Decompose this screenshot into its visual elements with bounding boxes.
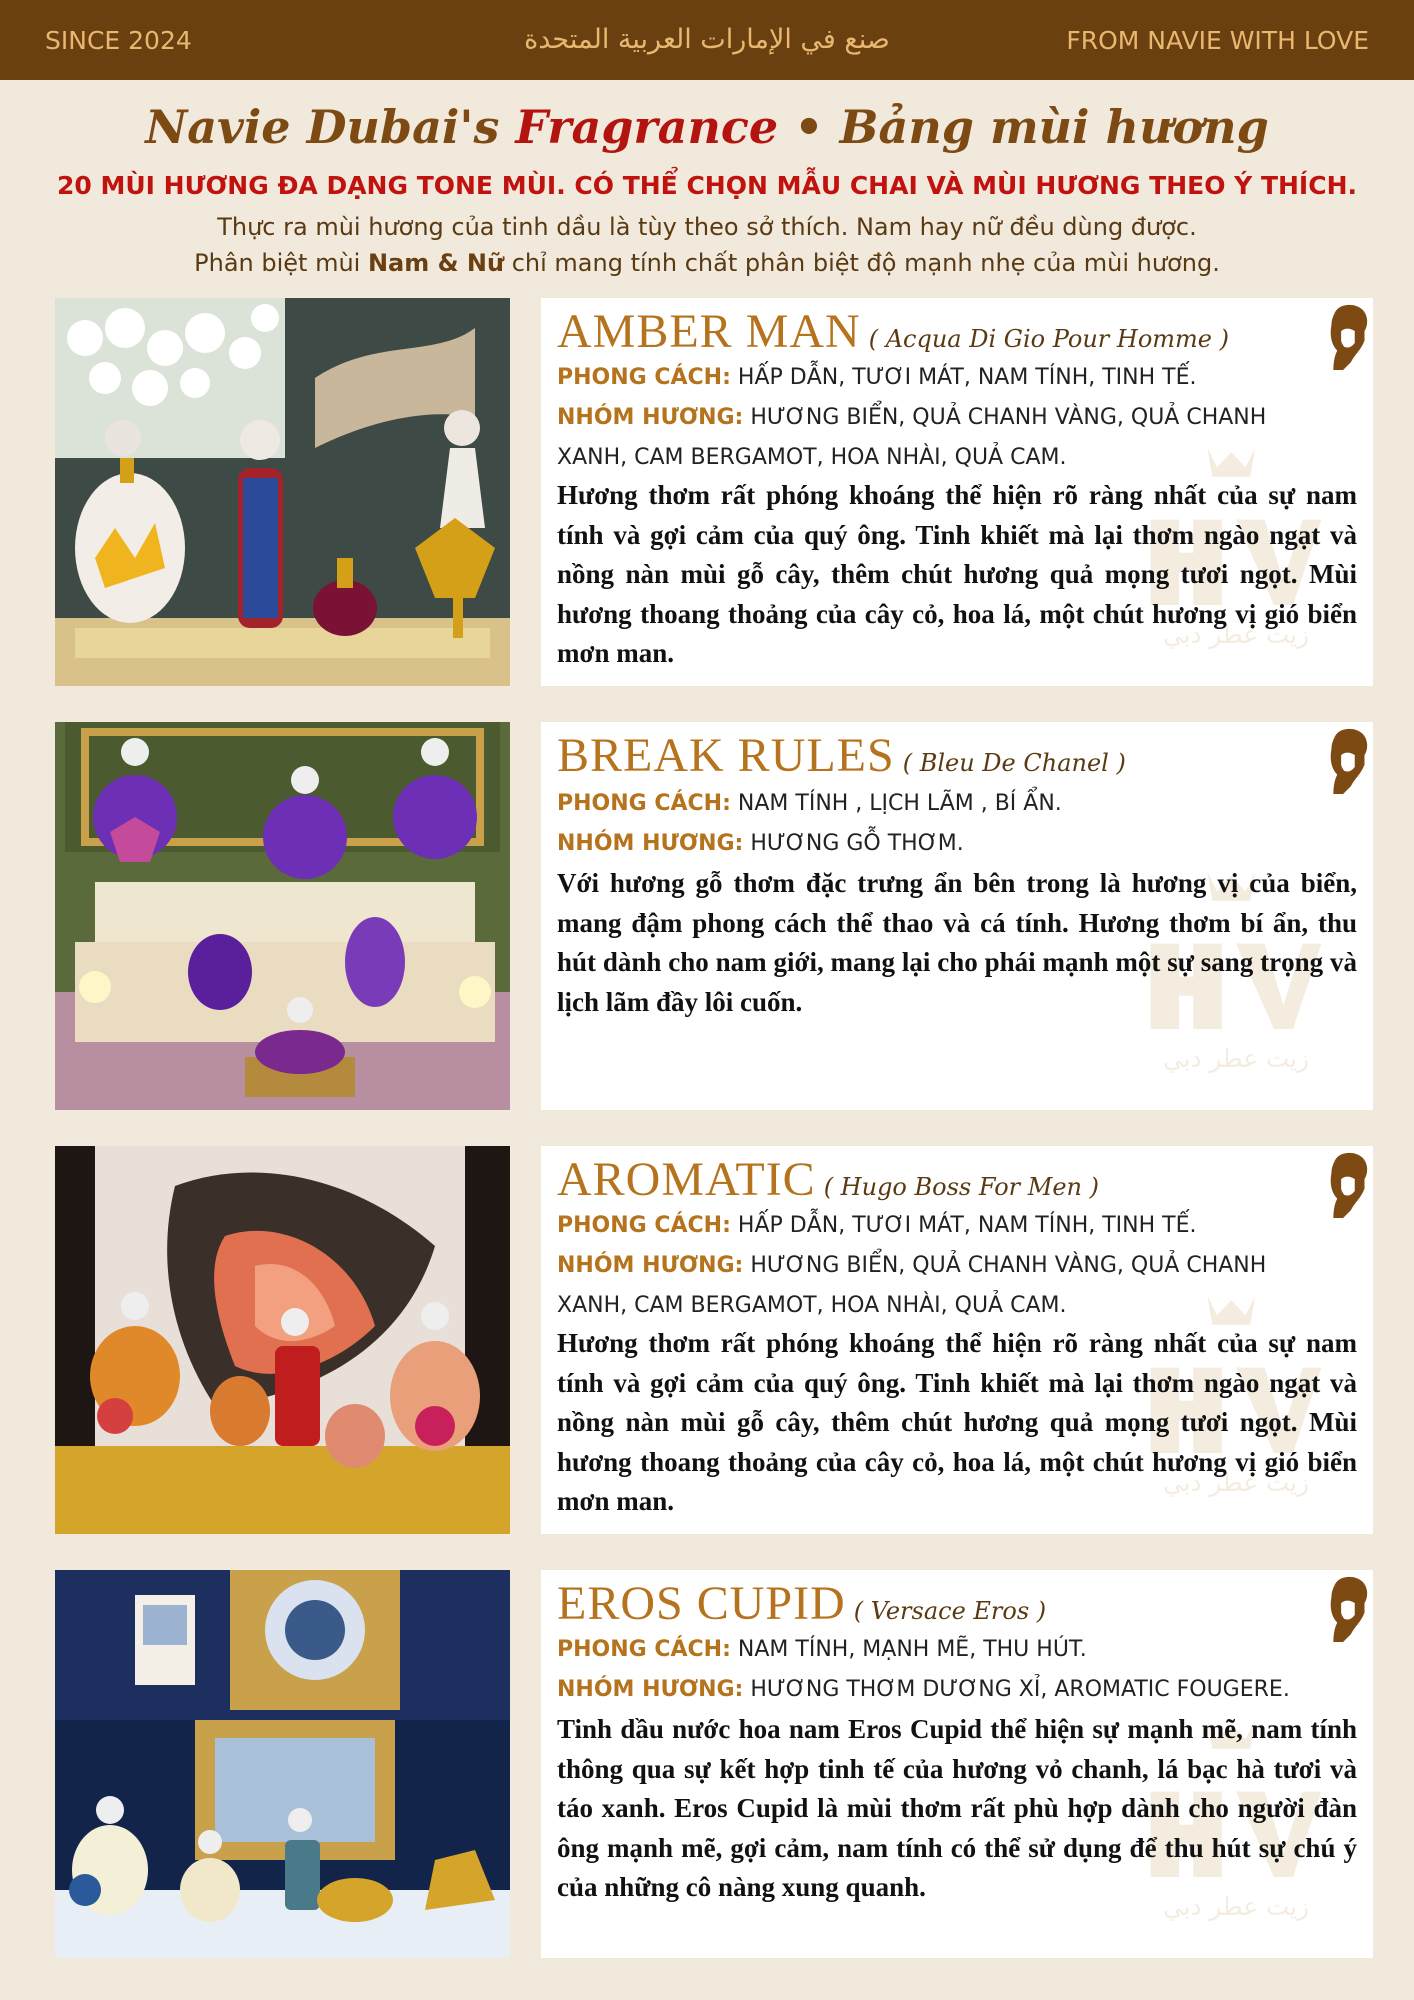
product-card bbox=[55, 1570, 1373, 1958]
product-info-panel bbox=[541, 1146, 1373, 1534]
intro-line-2-pre: Phân biệt mùi bbox=[194, 249, 368, 277]
notes-value: HƯƠNG GỖ THƠM. bbox=[750, 831, 964, 856]
product-card bbox=[55, 1146, 1373, 1534]
product-name-text: AMBER MAN bbox=[557, 305, 861, 358]
product-name bbox=[557, 1576, 1046, 1631]
notes-label: NHÓM HƯƠNG: bbox=[557, 405, 744, 430]
since-label: SINCE 2024 bbox=[45, 26, 192, 55]
product-style bbox=[557, 784, 1333, 824]
style-value: NAM TÍNH , LỊCH LÃM , BÍ ẨN. bbox=[737, 791, 1062, 816]
notes-label: NHÓM HƯƠNG: bbox=[557, 1677, 744, 1702]
product-photo bbox=[55, 1570, 510, 1958]
product-notes bbox=[557, 1670, 1333, 1710]
style-value: HẤP DẪN, TƯƠI MÁT, NAM TÍNH, TINH TẾ. bbox=[737, 365, 1197, 390]
product-style bbox=[557, 358, 1333, 398]
notes-label: NHÓM HƯƠNG: bbox=[557, 831, 744, 856]
product-card bbox=[55, 298, 1373, 686]
intro-line-2-post: chỉ mang tính chất phân biệt độ mạnh nhẹ của mùi hương. bbox=[504, 249, 1220, 277]
product-notes bbox=[557, 398, 1333, 478]
product-info-panel bbox=[541, 1570, 1373, 1958]
notes-value: HƯƠNG BIỂN, QUẢ CHANH VÀNG, QUẢ CHANH XANH, CAM BERGAMOT, HOA NHÀI, QUẢ CAM. bbox=[557, 405, 1267, 470]
product-style bbox=[557, 1206, 1333, 1246]
product-notes bbox=[557, 1246, 1333, 1326]
product-name bbox=[557, 728, 1126, 783]
intro-line-2 bbox=[0, 249, 1414, 277]
product-style bbox=[557, 1630, 1333, 1670]
product-card bbox=[55, 722, 1373, 1110]
product-reference: ( Acqua Di Gio Pour Homme ) bbox=[868, 325, 1229, 353]
style-label: PHONG CÁCH: bbox=[557, 1637, 731, 1662]
page-title bbox=[0, 100, 1414, 154]
page-subtitle: 20 MÙI HƯƠNG ĐA DẠNG TONE MÙI. CÓ THỂ CHỌN MẪU CHAI VÀ MÙI HƯƠNG THEO Ý THÍCH. bbox=[56, 171, 1357, 200]
product-description: Hương thơm rất phóng khoáng thể hiện rõ ràng nhất của sự nam tính và gợi cảm của quý ông. Tinh khiết mà lại thơm ngào ngạt và nồng nàn mùi gỗ cây, thêm chút hương quả mọng tươi ngọt. Mùi hương thoang thoảng của cây cỏ, hoa lá, một chút hương vị gió biển mơn man. bbox=[557, 1328, 1357, 1516]
tagline-label: FROM NAVIE WITH LOVE bbox=[1066, 26, 1369, 55]
product-photo bbox=[55, 1146, 510, 1534]
product-info-panel bbox=[541, 298, 1373, 686]
product-reference: ( Bleu De Chanel ) bbox=[902, 749, 1126, 777]
product-name-text: AROMATIC bbox=[557, 1153, 816, 1206]
intro-line-1: Thực ra mùi hương của tinh dầu là tùy theo sở thích. Nam hay nữ đều dùng được. bbox=[217, 213, 1197, 241]
made-in-uae-label: صنع في الإمارات العربية المتحدة bbox=[524, 24, 890, 55]
svg-text:زيت عطر دبي: زيت عطر دبي bbox=[1163, 1892, 1309, 1921]
product-name bbox=[557, 1152, 1099, 1207]
style-label: PHONG CÁCH: bbox=[557, 791, 731, 816]
style-label: PHONG CÁCH: bbox=[557, 365, 731, 390]
notes-value: HƯƠNG THƠM DƯƠNG XỈ, AROMATIC FOUGERE. bbox=[750, 1677, 1290, 1702]
svg-text:زيت عطر دبي: زيت عطر دبي bbox=[1163, 1044, 1309, 1073]
product-reference: ( Hugo Boss For Men ) bbox=[823, 1173, 1099, 1201]
title-part1: Navie Dubai's bbox=[145, 100, 516, 154]
notes-value: HƯƠNG BIỂN, QUẢ CHANH VÀNG, QUẢ CHANH XANH, CAM BERGAMOT, HOA NHÀI, QUẢ CAM. bbox=[557, 1253, 1267, 1318]
product-description: Tinh dầu nước hoa nam Eros Cupid thể hiện sự mạnh mẽ, nam tính thông qua sự kết hợp tinh tế của hương vỏ chanh, lá bạc hà tươi và táo xanh. Eros Cupid là mùi thơm rất phù hợp dành cho người đàn ông mạnh mẽ, gợi cảm, nam tính có thể sử dụng để thu hút sự chú ý của những cô nàng xung quanh. bbox=[557, 1714, 1357, 1902]
product-description: Hương thơm rất phóng khoáng thể hiện rõ ràng nhất của sự nam tính và gợi cảm của quý ông. Tinh khiết mà lại thơm ngào ngạt và nồng nàn mùi gỗ cây, thêm chút hương quả mọng tươi ngọt. Mùi hương thoang thoảng của cây cỏ, hoa lá, một chút hương vị gió biển mơn man. bbox=[557, 480, 1357, 668]
top-banner bbox=[0, 0, 1414, 80]
product-photo bbox=[55, 722, 510, 1110]
product-name bbox=[557, 304, 1229, 359]
style-value: HẤP DẪN, TƯƠI MÁT, NAM TÍNH, TINH TẾ. bbox=[737, 1213, 1197, 1238]
product-reference: ( Versace Eros ) bbox=[853, 1597, 1047, 1625]
product-info-panel bbox=[541, 722, 1373, 1110]
product-description: Với hương gỗ thơm đặc trưng ẩn bên trong là hương vị của biển, mang đậm phong cách thể thao và cá tính. Hương thơm bí ẩn, thu hút dành cho nam giới, mang lại cho phái mạnh một sự sang trọng và lịch lãm đầy lôi cuốn. bbox=[557, 868, 1357, 1017]
svg-text:زيت عطر دبي: زيت عطر دبي bbox=[1163, 620, 1309, 649]
title-accent: Fragrance bbox=[515, 100, 779, 154]
style-label: PHONG CÁCH: bbox=[557, 1213, 731, 1238]
title-part2: • Bảng mùi hương bbox=[778, 100, 1269, 154]
product-name-text: EROS CUPID bbox=[557, 1577, 846, 1630]
product-notes bbox=[557, 824, 1333, 864]
product-name-text: BREAK RULES bbox=[557, 729, 895, 782]
notes-label: NHÓM HƯƠNG: bbox=[557, 1253, 744, 1278]
product-photo bbox=[55, 298, 510, 686]
svg-text:زيت عطر دبي: زيت عطر دبي bbox=[1163, 1468, 1309, 1497]
style-value: NAM TÍNH, MẠNH MẼ, THU HÚT. bbox=[737, 1637, 1087, 1662]
intro-line-2-bold: Nam & Nữ bbox=[367, 249, 505, 277]
